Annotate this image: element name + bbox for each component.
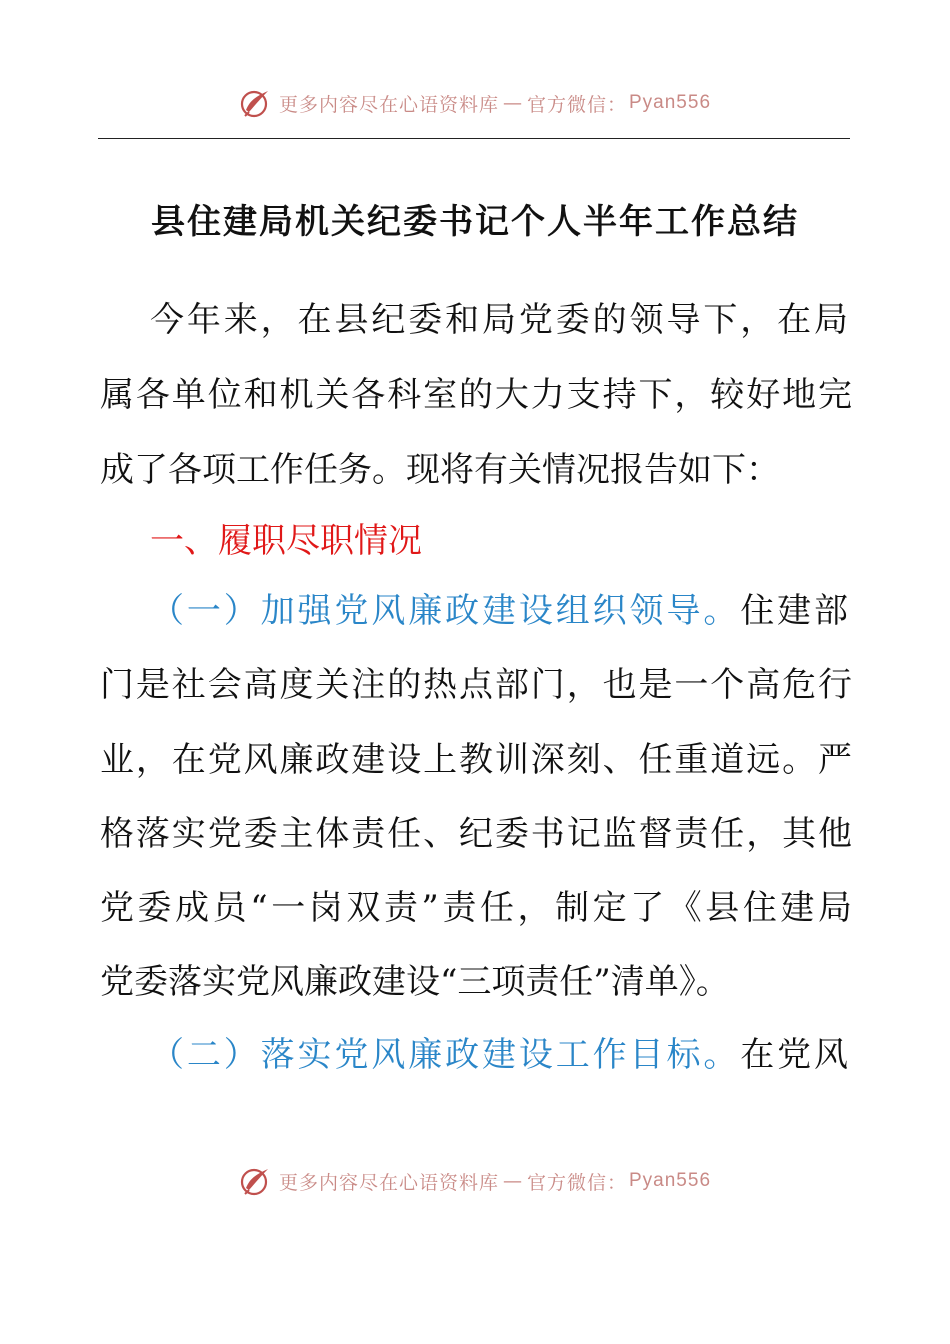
watermark-wechat-label: 官方微信： xyxy=(526,93,627,116)
subsection-1-line-3: 业，在党风廉政建设上教训深刻、任重道远。严 xyxy=(100,740,852,780)
watermark-wechat-id: Pyan556 xyxy=(629,1170,712,1191)
subsection-1-tail: 住建部 xyxy=(740,591,849,631)
subsection-1-line-2: 门是社会高度关注的热点部门，也是一个高危行 xyxy=(100,665,852,705)
watermark-wechat-id: Pyan556 xyxy=(629,92,712,113)
watermark-wechat-label: 官方微信： xyxy=(526,1171,627,1194)
pen-logo-icon xyxy=(239,1164,273,1198)
watermark-site: 更多内容尽在心语资料库 xyxy=(278,93,499,116)
intro-line-2: 属各单位和机关各科室的大力支持下，较好地完 xyxy=(100,375,852,415)
watermark-site: 更多内容尽在心语资料库 xyxy=(278,1171,499,1194)
subsection-2-tail: 在党风 xyxy=(740,1035,849,1075)
subsection-1-line-4: 格落实党委主体责任、纪委书记监督责任，其他 xyxy=(100,814,852,854)
pen-logo-icon xyxy=(239,86,273,120)
header-watermark xyxy=(0,84,950,122)
intro-line-1: 今年来，在县纪委和局党委的领导下，在局 xyxy=(150,300,848,340)
subsection-2-first-line xyxy=(150,1031,848,1079)
subsection-2-heading: （二）落实党风廉政建设工作目标。 xyxy=(150,1035,741,1075)
watermark-separator: — xyxy=(502,92,523,114)
subsection-1-line-5: 党委成员“一岗双责”责任，制定了《县住建局 xyxy=(100,888,852,928)
subsection-1-line-6: 党委落实党风廉政建设“三项责任”清单》。 xyxy=(100,962,730,1002)
footer-watermark xyxy=(0,1162,950,1200)
subsection-1-heading: （一）加强党风廉政建设组织领导。 xyxy=(150,591,741,631)
section-heading-1: 一、履职尽职情况 xyxy=(150,521,422,561)
watermark-separator: — xyxy=(502,1170,523,1192)
subsection-1-first-line xyxy=(150,587,848,635)
document-title: 县住建局机关纪委书记个人半年工作总结 xyxy=(151,202,799,242)
intro-line-3: 成了各项工作任务。现将有关情况报告如下： xyxy=(100,450,780,490)
header-divider xyxy=(98,138,850,139)
